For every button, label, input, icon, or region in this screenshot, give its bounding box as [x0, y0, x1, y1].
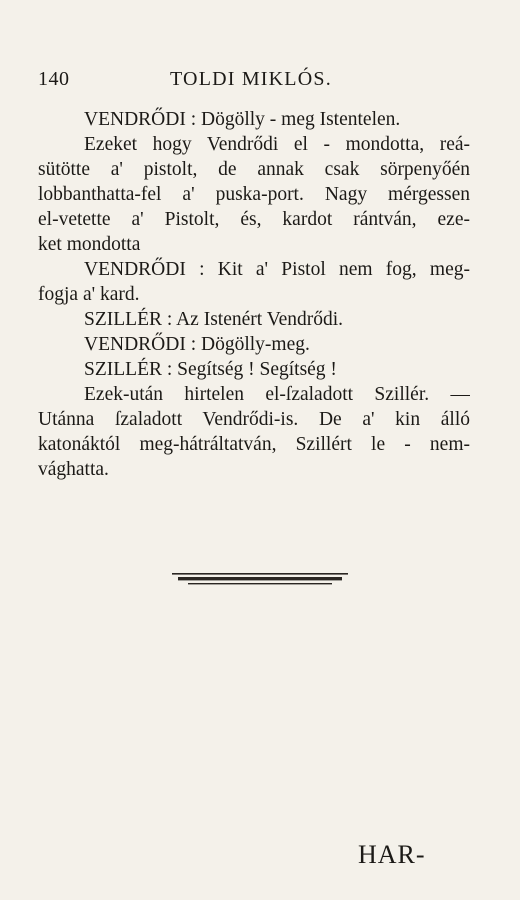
text-line: lobbanthatta-fel a' puska-port. Nagy mérgessen	[38, 184, 470, 205]
text-line: el-vetette a' Pistolt, és, kardot rántván, eze-	[38, 209, 470, 230]
body-text	[38, 107, 470, 482]
catchword: HAR-	[358, 840, 426, 869]
text-line: vághatta.	[38, 459, 109, 480]
text-line: VENDRŐDI : Dögölly - meg Istentelen.	[84, 109, 401, 130]
text-line: SZILLÉR : Segítség ! Segítség !	[84, 359, 337, 380]
running-title: TOLDI MIKLÓS.	[170, 68, 332, 90]
text-line: Utánna ſzaladott Vendrődi-is. De a' kin álló	[38, 409, 470, 430]
page-number: 140	[38, 68, 70, 90]
text-line: ket mondotta	[38, 234, 141, 255]
text-line: Ezek-után hirtelen el-ſzaladott Szillér. —	[84, 384, 470, 405]
text-line: fogja a' kard.	[38, 284, 140, 305]
ornamental-rule	[172, 571, 348, 589]
text-line: Ezeket hogy Vendrődi el - mondotta, reá-	[84, 134, 470, 155]
text-line: katonáktól meg-hátráltatván, Szillért le - nem-	[38, 434, 470, 455]
text-line: sütötte a' pistolt, de annak csak sörpenyőén	[38, 159, 470, 180]
text-line: SZILLÉR : Az Istenért Vendrődi.	[84, 309, 344, 330]
text-line: VENDRŐDI : Dögölly-meg.	[84, 334, 310, 355]
text-line: VENDRŐDI : Kit a' Pistol nem fog, meg-	[84, 259, 470, 280]
